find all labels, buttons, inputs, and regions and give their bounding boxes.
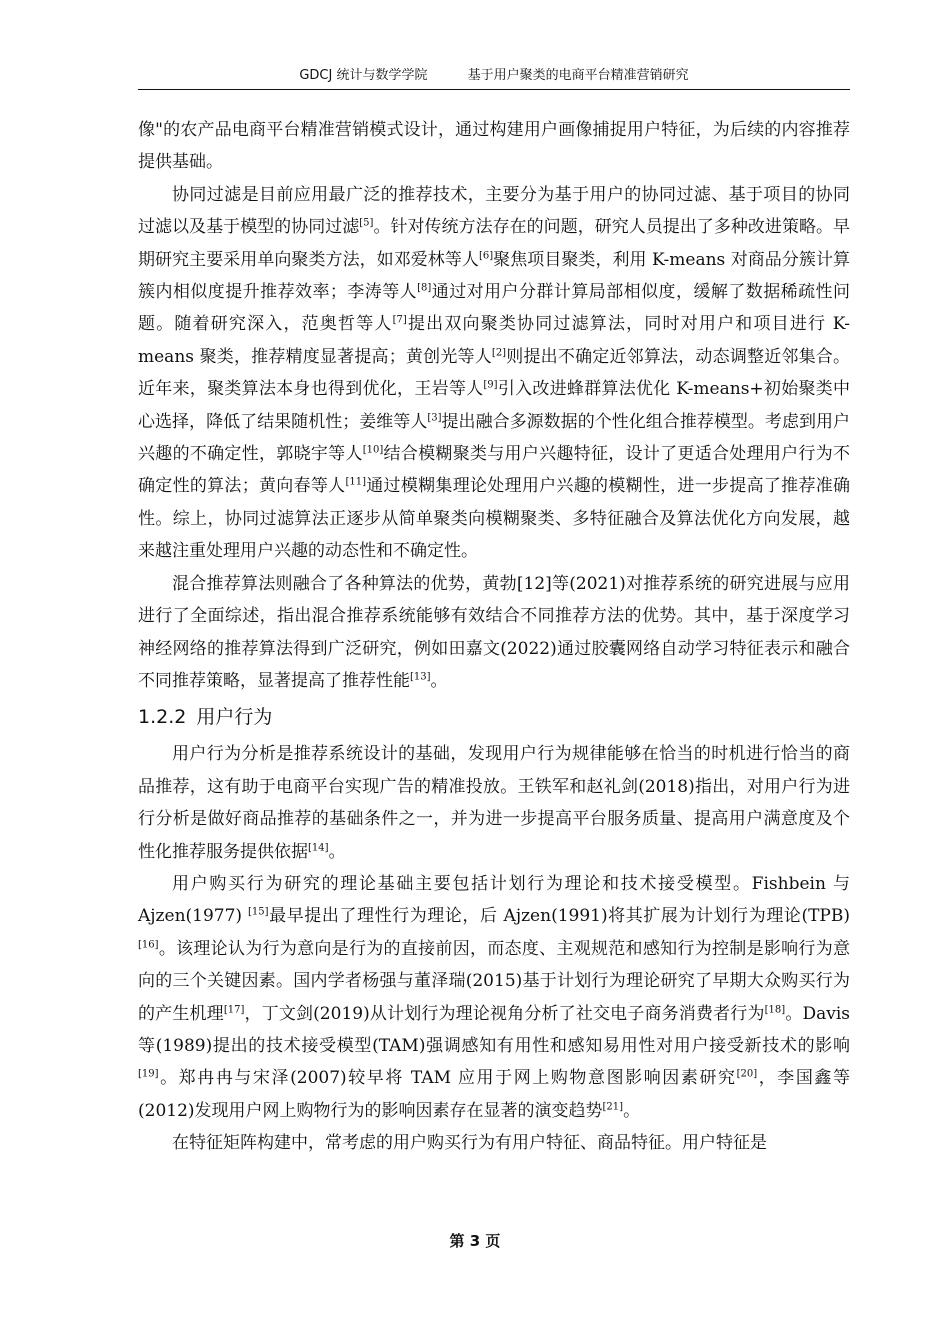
header-paper-title: 基于用户聚类的电商平台精准营销研究: [467, 68, 689, 83]
citation-ref: [13]: [410, 671, 431, 683]
section-title: 用户行为: [196, 706, 273, 729]
paragraph-user-behavior: 用户行为分析是推荐系统设计的基础，发现用户行为规律能够在恰当的时机进行恰当的商品推荐，这有助于电商平台实现广告的精准投放。王铁军和赵礼剑(2018)指出，对用户行为进行分析是做好商品推荐的基础条件之一，并为进一步提高平台服务质量、提高用户满意度及个性化推荐服务提供依据[14]。: [138, 744, 850, 862]
citation-ref: [9]: [483, 379, 498, 391]
citation-ref: [19]: [138, 1068, 159, 1080]
header-institution: GDCJ 统计与数学学院: [299, 68, 428, 83]
paragraph-feature-matrix: 在特征矩阵构建中，常考虑的用户购买行为有用户特征、商品特征。用户特征是: [172, 1133, 767, 1154]
citation-ref: [21]: [602, 1101, 624, 1113]
paragraph-collaborative-filtering: 协同过滤是目前应用最广泛的推荐技术，主要分为基于用户的协同过滤、基于项目的协同过滤以及基于模型的协同过滤[5]。针对传统方法存在的问题，研究人员提出了多种改进策略。早期研究主要采用单向聚类方法，如邓爱林等人[6]聚焦项目聚类，利用 K-means 对商品分簇计算簇内相似度提升推荐效率；李涛等人[8]通过对用户分群计算局部相似度，缓解了数据稀疏性问题。随着研究深入，范奥哲等人[7]提出双向聚类协同过滤算法，同时对用户和项目进行 K-means 聚类，推荐精度显著提高；黄创光等人[2]则提出不确定近邻算法，动态调整近邻集合。近年来，聚类算法本身也得到优化，王岩等人[9]引入改进蜂群算法优化 K-means+初始聚类中心选择，降低了结果随机性；姜维等人[3]提出融合多源数据的个性化组合推荐模型。考虑到用户兴趣的不确定性，郭晓宇等人[10]结合模糊聚类与用户兴趣特征，设计了更适合处理用户行为不确定性的算法；黄向春等人[11]通过模糊集理论处理用户兴趣的模糊性，进一步提高了推荐准确性。综上，协同过滤算法正逐步从简单聚类向模糊聚类、多特征融合及算法优化方向发展，越来越注重处理用户兴趣的动态性和不确定性。: [138, 184, 851, 562]
page-number: 第 3 页: [449, 1232, 501, 1250]
citation-ref: [6]: [478, 249, 494, 261]
citation-ref: [5]: [359, 217, 374, 229]
citation-ref: [14]: [308, 841, 329, 853]
citation-ref: [16]: [138, 939, 159, 951]
paragraph-intro-continued: 像"的农产品电商平台精准营销模式设计，通过构建用户画像捕捉用户特征，为后续的内容推荐提供基础。: [138, 120, 850, 173]
citation-ref: [20]: [736, 1068, 758, 1080]
citation-ref: [7]: [392, 314, 407, 326]
citation-ref: [10]: [362, 444, 384, 456]
citation-ref: [11]: [345, 476, 366, 488]
citation-ref: [17]: [223, 1003, 245, 1015]
section-heading: [138, 700, 850, 734]
page-body: [138, 114, 850, 1160]
citation-ref: [18]: [764, 1003, 786, 1015]
citation-ref: [2]: [491, 347, 507, 359]
citation-ref: [3]: [427, 412, 442, 423]
citation-ref: [8]: [417, 282, 432, 294]
citation-ref: [15]: [248, 906, 269, 918]
paragraph-hybrid-recommendation: 混合推荐算法则融合了各种算法的优势，黄勃[12]等(2021)对推荐系统的研究进展与应用进行了全面综述，指出混合推荐系统能够有效结合不同推荐方法的优势。其中，基于深度学习神经网络的推荐算法得到广泛研究，例如田嘉文(2022)通过胶囊网络自动学习特征表示和融合不同推荐策略，显著提高了推荐性能[13]。: [138, 573, 850, 691]
section-number: 1.2.2: [138, 706, 187, 729]
paragraph-purchase-theory: 用户购买行为研究的理论基础主要包括计划行为理论和技术接受模型。Fishbein 与 Ajzen(1977) [15]最早提出了理性行为理论，后 Ajzen(1991)将其扩展为计划行为理论(TPB) [16]。该理论认为行为意向是行为的直接前因，而态度、主观规范和感知行为控制是影响行为意向的三个关键因素。国内学者杨强与董泽瑞(2015)基于计划行为理论研究了早期大众购买行为的产生机理[17]，丁文剑(2019)从计划行为理论视角分析了社交电子商务消费者行为[18]。Davis 等(1989)提出的技术接受模型(TAM)强调感知有用性和感知易用性对用户接受新技术的影响[19]。郑冉冉与宋泽(2007)较早将 TAM 应用于网上购物意图影响因素研究[20]，李国鑫等(2012)发现用户网上购物行为的影响因素存在显著的演变趋势[21]。: [138, 873, 851, 1121]
running-header: [138, 68, 850, 90]
